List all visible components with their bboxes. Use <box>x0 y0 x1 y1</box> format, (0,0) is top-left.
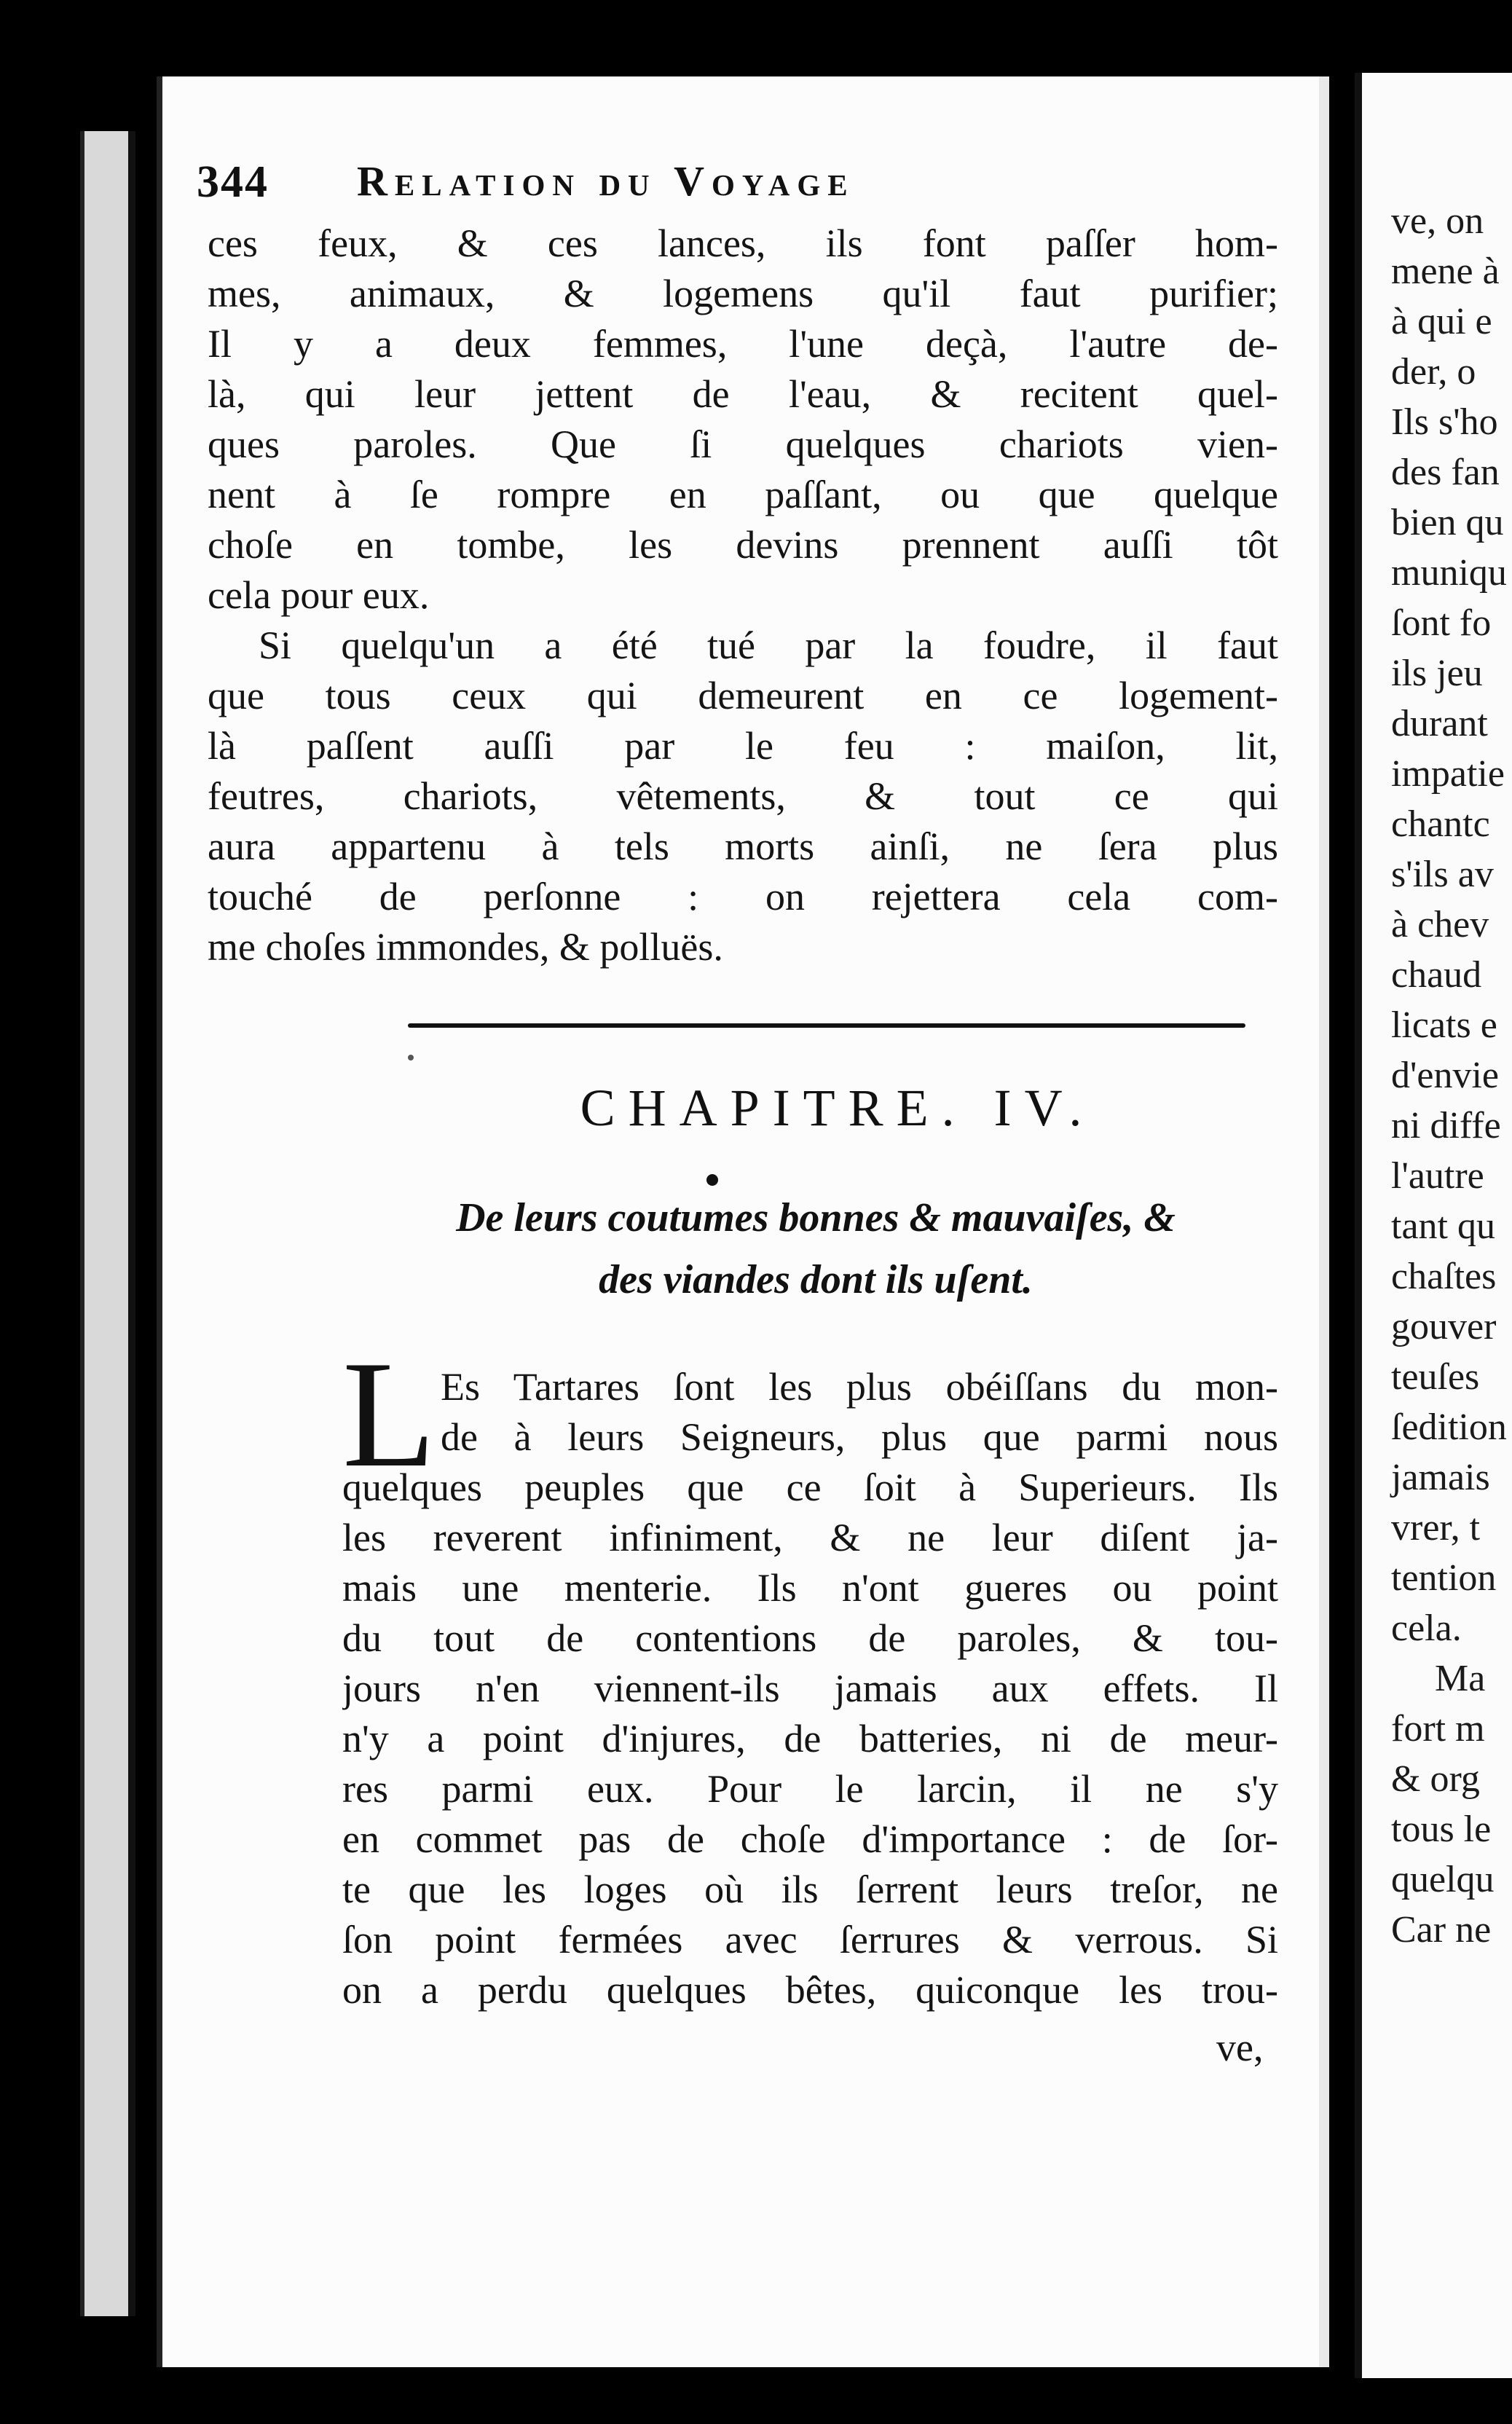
text-line: aura appartenu à tels morts ainſi, ne ſera plus <box>208 825 1278 868</box>
catchword: ve, <box>1216 2026 1264 2069</box>
text-line: Il y a deux femmes, l'une deçà, l'autre de- <box>208 322 1278 366</box>
facing-line: ils jeu <box>1391 653 1483 694</box>
text-line: en commet pas de choſe d'importance : de ſor- <box>342 1817 1278 1861</box>
text-line: là paſſent auſſi par le feu : maiſon, lit, <box>208 724 1278 768</box>
facing-line: muniqu <box>1391 552 1507 594</box>
page-number: 344 <box>197 157 269 207</box>
facing-line: Ma <box>1435 1658 1486 1699</box>
text-line: mes, animaux, & logemens qu'il faut purifier; <box>208 272 1278 315</box>
text-line: du tout de contentions de paroles, & tou- <box>342 1616 1278 1660</box>
text-line: ques paroles. Que ſi quelques chariots vien- <box>208 422 1278 466</box>
text-line: te que les loges où ils ſerrent leurs treſor, ne <box>342 1868 1278 1911</box>
text-line: cela pour eux. <box>208 573 430 617</box>
running-title: Relation du Voyage <box>357 157 855 205</box>
drop-cap: L <box>342 1330 436 1499</box>
page-corner-mark <box>131 109 144 113</box>
text-line: feutres, chariots, vêtements, & tout ce qui <box>208 774 1278 818</box>
chapter-heading: CHAPITRE. IV. <box>580 1079 1095 1137</box>
text-line: nent à ſe rompre en paſſant, ou que quelque <box>208 473 1278 516</box>
facing-line: tous le <box>1391 1809 1492 1850</box>
facing-line: teuſes <box>1391 1356 1480 1398</box>
facing-line: chaſtes <box>1391 1256 1497 1297</box>
running-header <box>197 157 1143 215</box>
paragraph-3 <box>342 1362 1278 2015</box>
facing-line: der, o <box>1391 351 1476 393</box>
facing-line: chaud <box>1391 954 1482 996</box>
facing-line: à qui e <box>1391 301 1492 342</box>
text-line: touché de perſonne : on rejettera cela com- <box>208 875 1278 918</box>
heading-dot <box>706 1174 718 1186</box>
facing-line: bien qu <box>1391 502 1504 543</box>
facing-line: d'envie <box>1391 1055 1499 1096</box>
text-line: Es Tartares ſont les plus obéiſſans du mon- <box>441 1365 1278 1409</box>
paragraph-2 <box>208 621 1278 972</box>
facing-line: Car ne <box>1391 1909 1492 1951</box>
facing-line: tention <box>1391 1557 1497 1599</box>
chapter-divider-rule <box>408 1023 1245 1028</box>
facing-line: des fan <box>1391 452 1500 493</box>
chapter-subtitle-line-2: des viandes dont ils uſent. <box>599 1257 1033 1302</box>
text-line: ſon point fermées avec ſerrures & verrous. Si <box>342 1918 1278 1961</box>
facing-line: durant <box>1391 703 1488 744</box>
facing-page <box>1355 73 1512 2378</box>
facing-line: s'ils av <box>1391 854 1494 895</box>
text-line: jours n'en viennent-ils jamais aux effets. Il <box>342 1666 1278 1710</box>
text-line: quelques peuples que ce ſoit à Superieurs. Ils <box>342 1465 1278 1509</box>
text-line: ces feux, & ces lances, ils font paſſer hom- <box>208 221 1278 265</box>
book-spine <box>80 131 135 2316</box>
facing-line: licats e <box>1391 1004 1497 1046</box>
facing-line: Ils s'ho <box>1391 401 1498 443</box>
text-line: mais une menterie. Ils n'ont gueres ou point <box>342 1566 1278 1610</box>
facing-line: cela. <box>1391 1608 1462 1649</box>
text-line: n'y a point d'injures, de batteries, ni de meur- <box>342 1717 1278 1760</box>
facing-line: quelqu <box>1391 1859 1495 1900</box>
facing-line: ni diffe <box>1391 1105 1501 1146</box>
facing-line: jamais <box>1391 1457 1490 1498</box>
facing-line: ve, on <box>1391 200 1484 242</box>
text-line: res parmi eux. Pour le larcin, il ne s'y <box>342 1767 1278 1811</box>
facing-line: fort m <box>1391 1708 1485 1750</box>
facing-line: ſedition <box>1391 1406 1507 1448</box>
text-line: me choſes immondes, & polluës. <box>208 925 723 969</box>
divider-dot <box>408 1055 414 1060</box>
facing-line: vrer, t <box>1391 1507 1481 1549</box>
text-line: on a perdu quelques bêtes, quiconque les trou- <box>342 1968 1278 2012</box>
text-line: de à leurs Seigneurs, plus que parmi nous <box>441 1415 1278 1459</box>
text-line: les reverent infiniment, & ne leur diſent ja- <box>342 1516 1278 1559</box>
facing-line: chantc <box>1391 803 1490 845</box>
paragraph-1 <box>208 219 1278 621</box>
facing-line: & org <box>1391 1758 1480 1800</box>
facing-line: tant qu <box>1391 1205 1495 1247</box>
facing-line: mene à <box>1391 251 1500 292</box>
text-line: choſe en tombe, les devins prennent auſſi tôt <box>208 523 1278 567</box>
text-line: là, qui leur jettent de l'eau, & recitent quel- <box>208 372 1278 416</box>
facing-line: gouver <box>1391 1306 1497 1347</box>
facing-line: ſont fo <box>1391 602 1492 644</box>
facing-line: l'autre <box>1391 1155 1484 1197</box>
text-line: Si quelqu'un a été tué par la foudre, il faut <box>259 623 1278 667</box>
text-line: que tous ceux qui demeurent en ce logement- <box>208 674 1278 717</box>
facing-line: impatie <box>1391 753 1505 795</box>
facing-line: à chev <box>1391 904 1489 945</box>
chapter-subtitle-line-1: De leurs coutumes bonnes & mauvaiſes, & <box>456 1195 1176 1240</box>
